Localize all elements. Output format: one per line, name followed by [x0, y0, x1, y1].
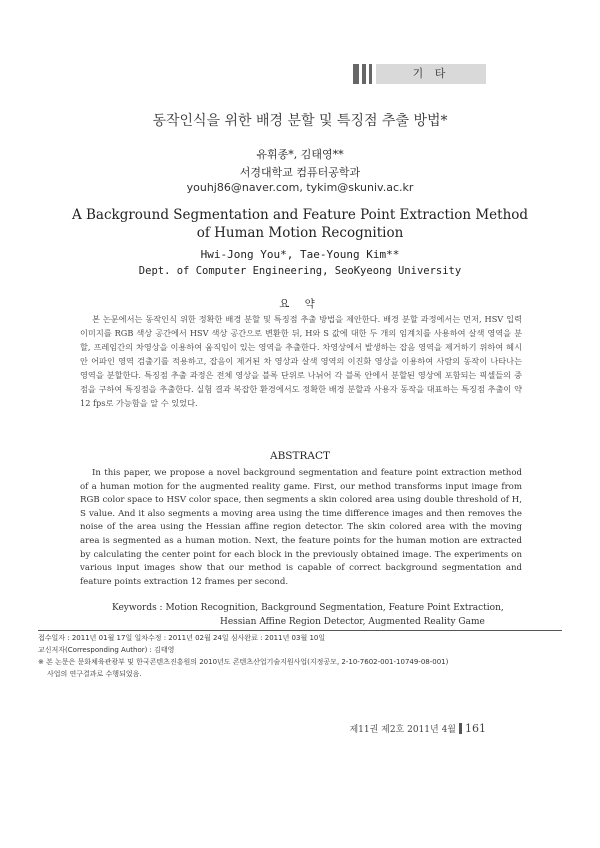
footnote-dates: 접수일자 : 2011년 01월 17일 일차수정 : 2011년 02월 24일 심사완료 : 2011년 03월 10일: [38, 634, 326, 642]
title-english: [0, 206, 600, 242]
author-emails: youhj86@naver.com, tykim@skuniv.ac.kr: [186, 181, 414, 194]
section-tag: 기 타: [376, 64, 486, 84]
section-tag-bars: [353, 64, 374, 84]
footnotes: [38, 632, 578, 680]
authors-korean: 유휘종*, 김태영**: [256, 148, 344, 161]
footer-divider: [459, 723, 462, 734]
affiliation-english: Dept. of Computer Engineering, SeoKyeong University: [138, 265, 462, 277]
footnote-corresponding-author: 교신저자(Corresponding Author) : 김태영: [38, 646, 175, 654]
abstract-korean-heading: 요 약: [279, 298, 321, 310]
authors-english: Hwi-Jong You*, Tae-Young Kim**: [200, 248, 400, 261]
keywords-line-2: Hessian Affine Region Detector, Augmented Reality Game: [220, 617, 485, 627]
keywords-line-1: Motion Recognition, Background Segmentation, Feature Point Extraction,: [165, 603, 504, 613]
abstract-english-heading: ABSTRACT: [269, 450, 331, 462]
title-korean: 동작인식을 위한 배경 분할 및 특징점 추출 방법*: [152, 113, 448, 129]
abstract-korean-body: 본 논문에서는 동작인식 위한 정확한 배경 분할 및 특징점 추출 방법을 제안한다. 배경 분할 과정에서는 먼저, HSV 입력 이미지를 RGB 색상 공간에서 HSV 색상 공간으로 변환한 뒤, H와 S 값에 대한 두 개의 임계치를 사용하여 살색 영역을 분할, 프레임간의 차영상을 이용하여 움직임이 있는 영역을 추출한다. 차영상에서 발생하는 잡음 영역을 제거하기 위하여 헤시안 어파인 영역 검출기를 적용하고, 잡음이 제거된 차 영상과 살색 영역의 이진화 영상을 이용하여 사람의 동작이 나타나는 영역을 분할한다. 특징점 추출 과정은 전체 영상을 블록 단위로 나뉘어 각 블록 안에서 분할된 영상에 포함되는 픽셀들의 중점을 구하여 특징점을 추출한다. 실험 결과 복잡한 환경에서도 정확한 배경 분할과 사용자 동작을 대표하는 특징점 추출이 약 12 fps로 가능함을 알 수 있었다.: [80, 314, 522, 408]
abstract-english-body: In this paper, we propose a novel background segmentation and feature point extraction method of a human motion for the augmented reality game. First, our method transforms input image from RGB color space to HSV color space, then segments a skin colored area using double threshold of H, S value. And it also segments a moving area using the time difference images and then removes the noise of the area using the Hessian affine region detector. The skin colored area with the moving area is segmented as a human motion. Next, the feature points for the human motion are extracted by calculating the center point for each block in the previously obtained image. The experiments on various input images show that our method is capable of correct background segmentation and feature points extraction 12 frames per second.: [80, 468, 522, 587]
keywords: [112, 601, 532, 629]
page-footer: [349, 722, 486, 735]
footnote-funding-cont: 사업의 연구결과로 수행되었음.: [47, 670, 142, 678]
footnote-funding: ※ 본 논문은 문화체육관광부 및 한국콘텐츠진흥원의 2010년도 콘텐츠산업기술지원사업(지정공모, 2-10-7602-001-10749-08-001): [38, 658, 449, 666]
affiliation-korean: 서경대학교 컴퓨터공학과: [239, 166, 361, 179]
keywords-label: Keywords :: [112, 603, 163, 613]
footer-volume: 제11권 제2호 2011년 4월: [349, 725, 456, 735]
title-english-line-1: A Background Segmentation and Feature Point Extraction Method: [71, 207, 529, 223]
footnote-divider: [38, 630, 562, 631]
page-number: 161: [465, 722, 486, 735]
title-english-line-2: of Human Motion Recognition: [196, 225, 404, 241]
